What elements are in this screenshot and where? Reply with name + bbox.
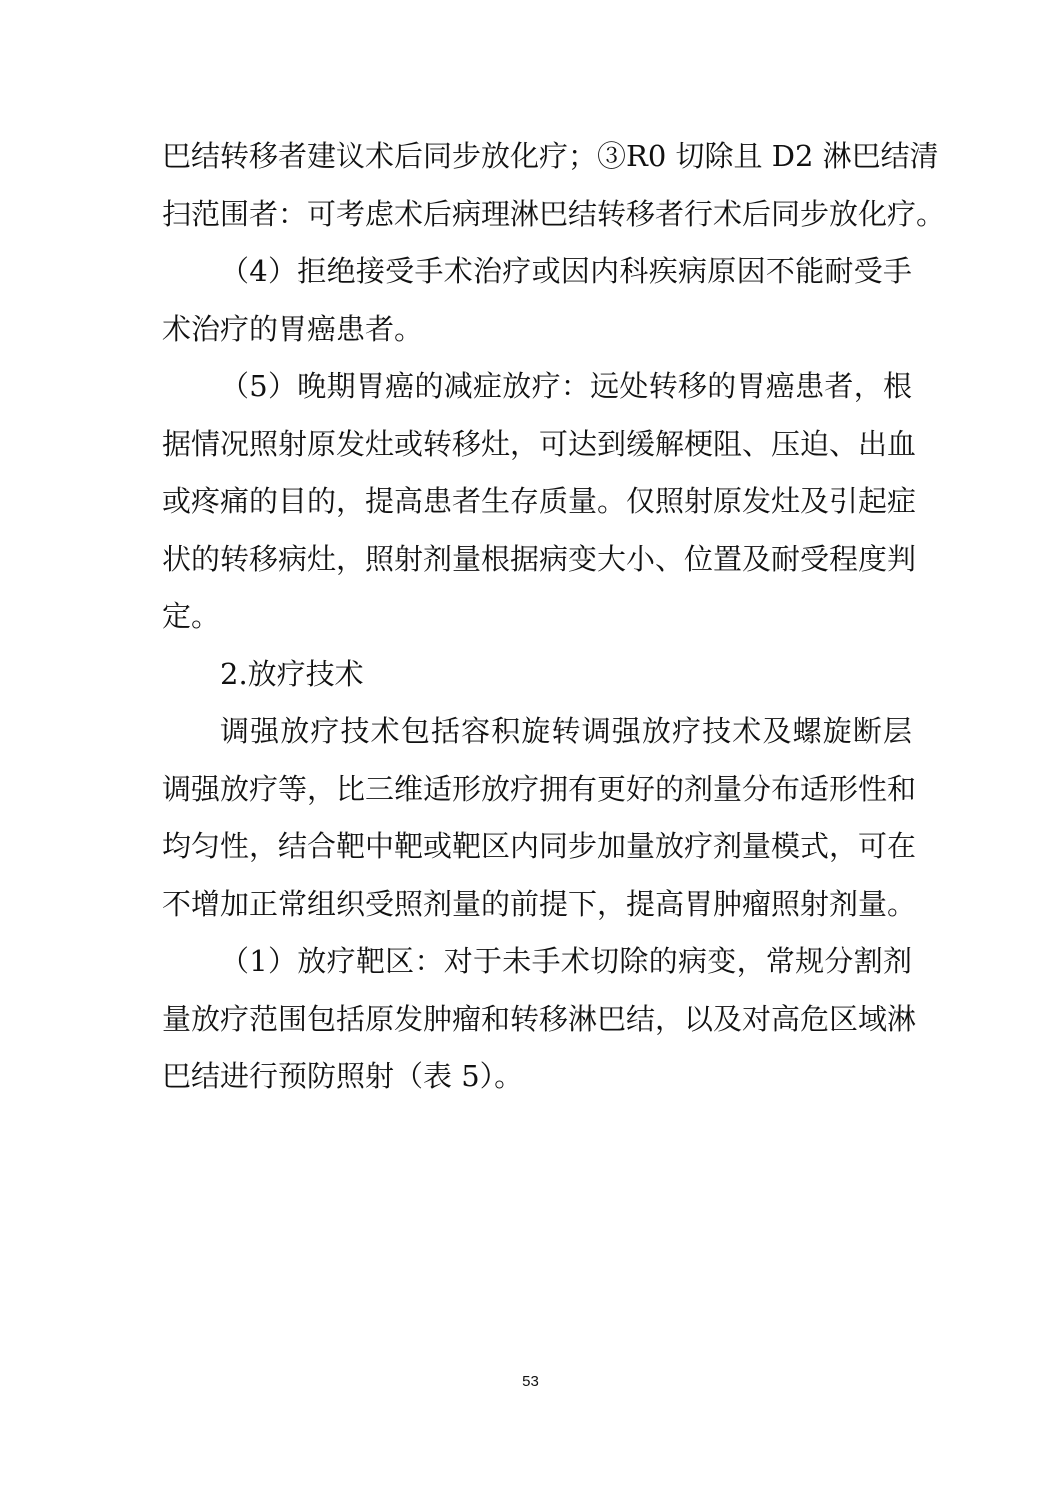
text-line: 调强放疗等，比三维适形放疗拥有更好的剂量分布适形性和 xyxy=(162,771,917,806)
text-line: （1）放疗靶区：对于未手术切除的病变，常规分割剂 xyxy=(220,944,912,978)
document-body xyxy=(162,128,946,1106)
text-line: 调强放疗技术包括容积旋转调强放疗技术及螺旋断层 xyxy=(220,714,912,748)
text-line: 据情况照射原发灶或转移灶，可达到缓解梗阻、压迫、出血 xyxy=(162,426,917,461)
section-heading: 2.放疗技术 xyxy=(220,656,364,691)
text-line: （5）晚期胃癌的减症放疗：远处转移的胃癌患者，根 xyxy=(220,369,912,403)
text-line: 量放疗范围包括原发肿瘤和转移淋巴结，以及对高危区域淋 xyxy=(162,1001,917,1036)
text-line: 或疼痛的目的，提高患者生存质量。仅照射原发灶及引起症 xyxy=(162,484,917,518)
text-line: 巴结转移者建议术后同步放化疗；③R0 切除且 D2 淋巴结清 xyxy=(162,139,939,173)
text-line: 巴结进行预防照射（表 5）。 xyxy=(162,1059,524,1093)
text-line: 均匀性，结合靶中靶或靶区内同步加量放疗剂量模式，可在 xyxy=(162,829,917,863)
page-number: 53 xyxy=(522,1373,539,1390)
text-line: 扫范围者：可考虑术后病理淋巴结转移者行术后同步放化疗。 xyxy=(162,196,946,231)
text-line: 定。 xyxy=(162,599,221,633)
text-line: 术治疗的胃癌患者。 xyxy=(162,311,424,346)
text-line: 不增加正常组织受照剂量的前提下，提高胃肿瘤照射剂量。 xyxy=(162,886,917,921)
text-line: （4）拒绝接受手术治疗或因内科疾病原因不能耐受手 xyxy=(220,254,912,288)
text-line: 状的转移病灶，照射剂量根据病变大小、位置及耐受程度判 xyxy=(162,541,917,576)
